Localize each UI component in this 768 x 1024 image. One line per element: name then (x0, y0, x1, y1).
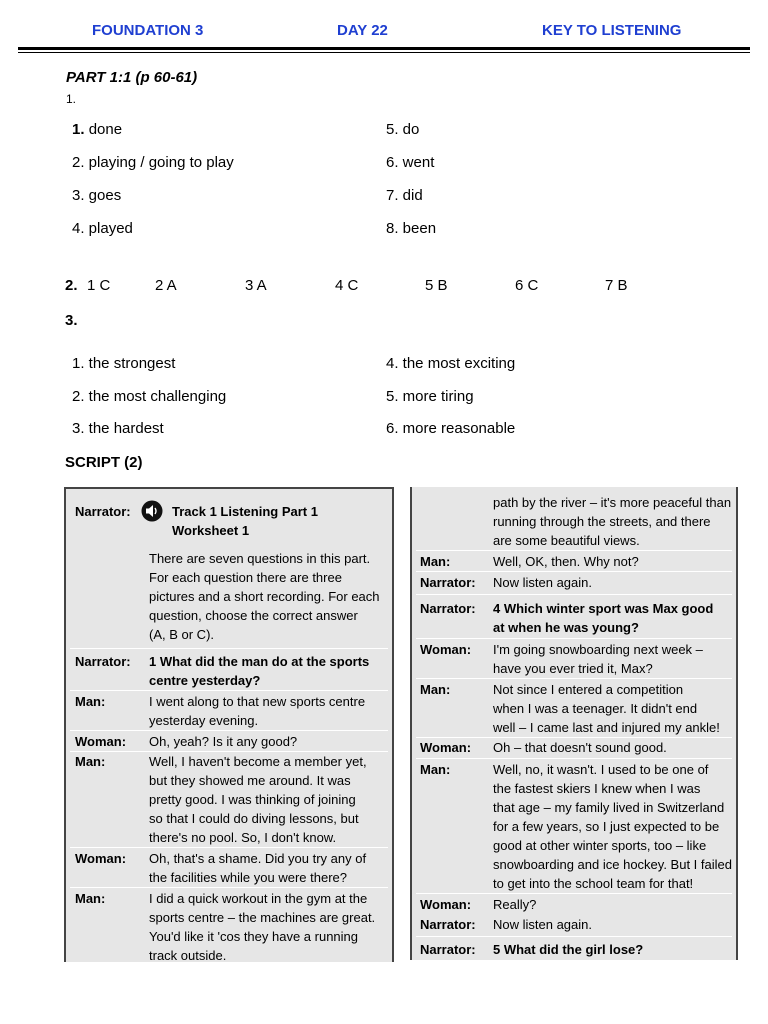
speaker-narrator: Narrator: (75, 504, 131, 519)
s2-answer-4: 4 C (335, 277, 359, 294)
divider (70, 887, 388, 888)
header-key: KEY TO LISTENING (542, 22, 682, 39)
speaker-narrator: Narrator: (420, 942, 476, 957)
speaker-icon[interactable] (141, 500, 163, 525)
divider (416, 594, 732, 595)
divider (416, 893, 732, 894)
speaker-narrator: Narrator: (75, 654, 131, 669)
speaker-narrator: Narrator: (420, 575, 476, 590)
s3-answer-2: 2. the most challenging (72, 388, 227, 405)
answer-8: 8. been (386, 220, 437, 237)
s2-answer-2: 2 A (155, 277, 177, 294)
dialogue-line: sports centre – the machines are great. (149, 910, 376, 925)
section1-number: 1. (66, 92, 77, 106)
answer-1: 1. done (72, 121, 123, 138)
dialogue-line: good at other winter sports, too – like (493, 838, 707, 853)
divider (416, 678, 732, 679)
intro-line: pictures and a short recording. For each (149, 589, 380, 604)
s3-answer-4: 4. the most exciting (386, 355, 516, 372)
dialogue-line: Oh, that's a shame. Did you try any of (149, 851, 367, 866)
dialogue-line: track outside. (149, 948, 227, 962)
dialogue-line: pretty good. I was thinking of joining (149, 792, 356, 807)
answer-5: 5. do (386, 121, 420, 138)
question-4-cont: at when he was young? (493, 620, 639, 635)
speaker-woman: Woman: (420, 897, 472, 912)
answer-7: 7. did (386, 187, 423, 204)
track-title: Track 1 Listening Part 1 (172, 504, 318, 519)
dialogue-line: the facilities while you were there? (149, 870, 347, 885)
divider (70, 751, 388, 752)
intro-line: (A, B or C). (149, 627, 215, 642)
speaker-man: Man: (75, 891, 106, 906)
dialogue-line: but they showed me around. It was (149, 773, 351, 788)
question-4: 4 Which winter sport was Max good (493, 601, 714, 616)
dialogue-line: that age – my family lived in Switzerland (493, 800, 725, 815)
dialogue-line: well – I came last and injured my ankle! (493, 720, 720, 735)
dialogue-line: yesterday evening. (149, 713, 259, 728)
speaker-man: Man: (420, 762, 451, 777)
answer-2: 2. playing / going to play (72, 154, 234, 171)
dialogue-line: running through the streets, and there (493, 514, 711, 529)
s3-answer-5: 5. more tiring (386, 388, 474, 405)
s2-answer-5: 5 B (425, 277, 448, 294)
speaker-woman: Woman: (420, 740, 472, 755)
section2-number: 2. (65, 277, 78, 294)
speaker-woman: Woman: (75, 851, 127, 866)
question-5: 5 What did the girl lose? (493, 942, 644, 957)
dialogue-line: Oh – that doesn't sound good. (493, 740, 667, 755)
question-1-cont: centre yesterday? (149, 673, 261, 688)
intro-line: For each question there are three (149, 570, 342, 585)
dialogue-line: path by the river – it's more peaceful than (493, 495, 732, 510)
s2-answer-7: 7 B (605, 277, 628, 294)
dialogue-line: to get into the school team for that! (493, 876, 694, 891)
dialogue-line: Oh, yeah? Is it any good? (149, 734, 298, 749)
intro-line: There are seven questions in this part. (149, 551, 371, 566)
speaker-narrator: Narrator: (420, 917, 476, 932)
dialogue-line: You'd like it 'cos they have a running (149, 929, 359, 944)
dialogue-line: Well, no, it wasn't. I used to be one of (493, 762, 709, 777)
dialogue-line: are some beautiful views. (493, 533, 640, 548)
track-subtitle: Worksheet 1 (172, 523, 250, 538)
answer-4: 4. played (72, 220, 133, 237)
speaker-woman: Woman: (75, 734, 127, 749)
answer-3: 3. goes (72, 187, 122, 204)
divider (416, 936, 732, 937)
divider (70, 730, 388, 731)
divider (416, 550, 732, 551)
s2-answer-1: 1 C (87, 277, 111, 294)
speaker-man: Man: (75, 694, 106, 709)
divider (70, 690, 388, 691)
dialogue-line: have you ever tried it, Max? (493, 661, 653, 676)
divider (416, 737, 732, 738)
script-title: SCRIPT (2) (65, 454, 143, 471)
section3-number: 3. (65, 312, 78, 329)
s3-answer-3: 3. the hardest (72, 420, 164, 437)
dialogue-line: so that I could do diving lessons, but (149, 811, 359, 826)
question-1: 1 What did the man do at the sports (149, 654, 370, 669)
speaker-man: Man: (420, 554, 451, 569)
header-day: DAY 22 (337, 22, 388, 39)
divider (416, 571, 732, 572)
dialogue-line: for a few years, so I just expected to be (493, 819, 720, 834)
divider (416, 638, 732, 639)
divider (70, 648, 388, 649)
dialogue-line: I did a quick workout in the gym at the (149, 891, 368, 906)
header-rule-thick (18, 47, 750, 50)
dialogue-line: I'm going snowboarding next week – (493, 642, 703, 657)
part-title: PART 1:1 (p 60-61) (66, 69, 198, 86)
header-course: FOUNDATION 3 (92, 22, 204, 39)
divider (70, 847, 388, 848)
s3-answer-1: 1. the strongest (72, 355, 176, 372)
header-rule-thin (18, 52, 750, 53)
speaker-man: Man: (420, 682, 451, 697)
speaker-woman: Woman: (420, 642, 472, 657)
divider (416, 758, 732, 759)
speaker-narrator: Narrator: (420, 601, 476, 616)
s2-answer-3: 3 A (245, 277, 267, 294)
s2-answer-6: 6 C (515, 277, 539, 294)
dialogue-line: Well, OK, then. Why not? (493, 554, 639, 569)
dialogue-line: Now listen again. (493, 917, 592, 932)
script-panel-right (410, 487, 738, 960)
intro-line: question, choose the correct answer (149, 608, 358, 623)
dialogue-line: I went along to that new sports centre (149, 694, 366, 709)
dialogue-line: Well, I haven't become a member yet, (149, 754, 367, 769)
dialogue-line: Not since I entered a competition (493, 682, 684, 697)
script-panel-left (64, 487, 394, 962)
dialogue-line: Really? (493, 897, 537, 912)
dialogue-line: there's no pool. So, I don't know. (149, 830, 337, 845)
dialogue-line: snowboarding and ice hockey. But I failed (493, 857, 732, 872)
answer-6: 6. went (386, 154, 435, 171)
s3-answer-6: 6. more reasonable (386, 420, 516, 437)
dialogue-line: Now listen again. (493, 575, 592, 590)
speaker-man: Man: (75, 754, 106, 769)
dialogue-line: the fastest skiers I knew when I was (493, 781, 701, 796)
dialogue-line: when I was a teenager. It didn't end (493, 701, 698, 716)
